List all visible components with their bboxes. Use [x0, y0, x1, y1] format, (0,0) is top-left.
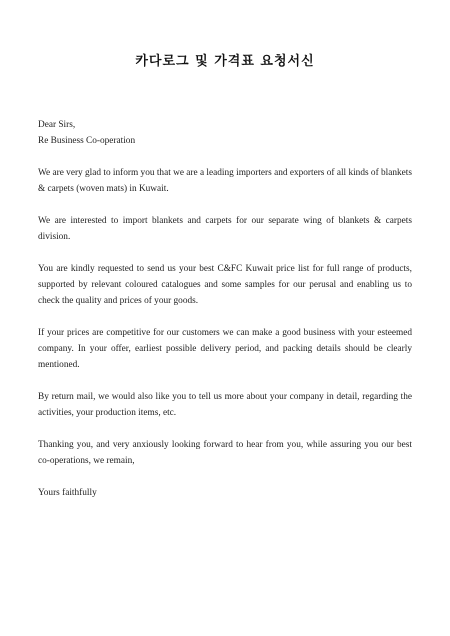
paragraph-1: We are very glad to inform you that we are a leading importers and exporters of all kinds of blankets & carpets (woven mats) in Kuwait.: [38, 168, 412, 194]
paragraph-4: If your prices are competitive for our customers we can make a good business with your esteemed company. In your offer, earliest possible delivery period, and packing details should be clearly mentioned.: [38, 328, 412, 370]
closing: Yours faithfully: [38, 488, 97, 498]
letter-body: [38, 117, 412, 501]
salutation: Dear Sirs,: [38, 120, 76, 130]
paragraph-2: We are interested to import blankets and carpets for our separate wing of blankets & carpets division.: [38, 216, 412, 242]
subject-line: Re Business Co-operation: [38, 136, 136, 146]
paragraph-6: Thanking you, and very anxiously looking forward to hear from you, while assuring you our best co-operations, we remain,: [38, 440, 412, 466]
paragraph-3: You are kindly requested to send us your best C&FC Kuwait price list for full range of products, supported by relevant coloured catalogues and some samples for our perusal and enabling us to check the quality and prices of your goods.: [38, 264, 412, 306]
paragraph-5: By return mail, we would also like you to tell us more about your company in detail, regarding the activities, your production items, etc.: [38, 392, 412, 418]
document-title: 카다로그 및 가격표 요청서신: [135, 54, 315, 69]
